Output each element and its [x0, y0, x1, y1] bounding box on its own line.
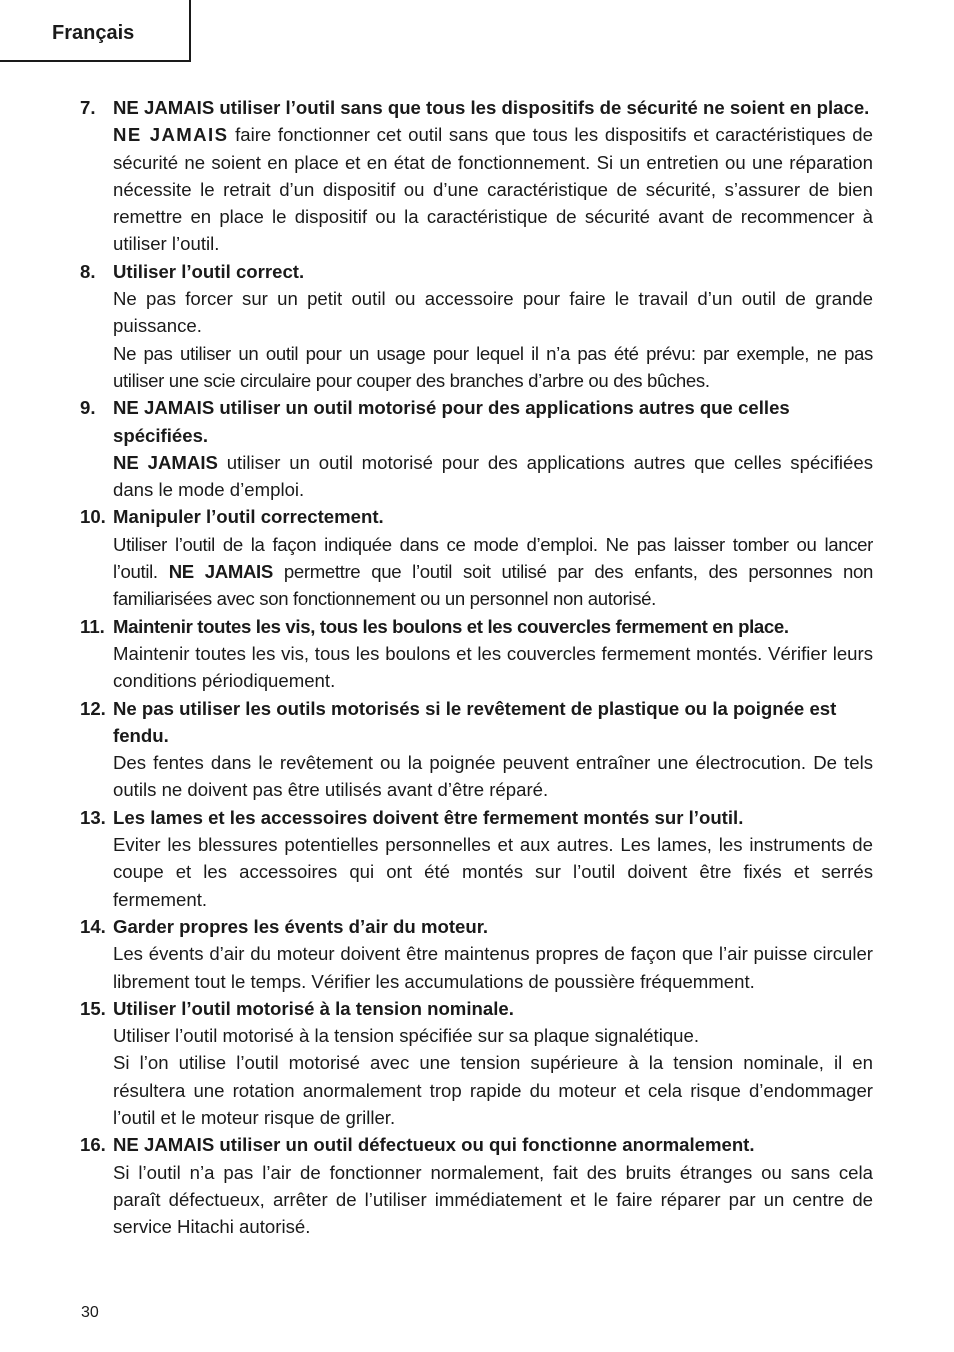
item-number: 14. — [80, 915, 106, 937]
item-heading: NE JAMAIS utiliser un outil défectueux ou qui fonctionne anormalement. — [113, 1134, 755, 1156]
item-number: 13. — [80, 806, 106, 828]
language-label: Français — [52, 22, 135, 44]
paragraph-text: utiliser un outil motorisé pour des applications autres que celles spécifiées dans le mode d’emploi. — [113, 451, 873, 501]
paragraph-text: permettre que l’outil soit utilisé par des enfants, des personnes non familiarisées avec son fonctionnement ou un personnel non autorisé. — [113, 561, 873, 610]
list-item — [80, 913, 873, 995]
item-number: 9. — [80, 397, 96, 419]
item-heading: Maintenir toutes les vis, tous les boulons et les couvercles fermement en place. — [113, 615, 789, 637]
list-item — [80, 258, 873, 394]
list-item — [80, 695, 873, 804]
item-heading: NE JAMAIS utiliser l’outil sans que tous les dispositifs de sécurité ne soient en place. — [113, 97, 870, 118]
item-heading: Utiliser l’outil correct. — [113, 260, 305, 282]
emphasis-text: NE JAMAIS — [168, 561, 273, 583]
item-number: 15. — [80, 997, 106, 1019]
item-paragraph: Utiliser l’outil motorisé à la tension spécifiée sur sa plaque signalétique. — [113, 1025, 700, 1047]
item-heading: Les lames et les accessoires doivent être fermement montés sur l’outil. — [113, 806, 744, 828]
item-heading: Manipuler l’outil correctement. — [113, 506, 384, 528]
list-item — [80, 503, 873, 612]
item-number: 11. — [80, 615, 105, 637]
item-paragraph: Ne pas utiliser un outil pour un usage pour lequel il n’a pas été prévu: par exemple, ne pas utiliser une scie circulaire pour couper des branches d’arbre ou des bûches. — [113, 342, 873, 391]
item-number: 10. — [80, 506, 106, 528]
paragraph-text: Utiliser l’outil de la façon indiquée dans ce mode d’emploi. Ne pas laisser tomber ou lancer l’outil. — [113, 533, 873, 583]
item-paragraph — [113, 531, 873, 613]
item-heading: Ne pas utiliser les outils motorisés si le revêtement de plastique ou la poignée est fendu. — [113, 697, 837, 746]
item-paragraph: Des fentes dans le revêtement ou la poignée peuvent entraîner une électrocution. De tels outils ne doivent pas être utilisés avant d’être réparé. — [113, 752, 873, 801]
emphasis-text: NE JAMAIS — [113, 451, 218, 473]
item-paragraph — [113, 449, 873, 504]
emphasis-text: NE JAMAIS — [113, 124, 229, 146]
item-paragraph: Maintenir toutes les vis, tous les boulons et les couvercles fermement montés. Vérifier leurs conditions périodiquement. — [113, 642, 873, 692]
item-number: 16. — [80, 1134, 106, 1156]
item-paragraph — [113, 121, 873, 257]
item-paragraph: Ne pas forcer sur un petit outil ou accessoire pour faire le travail d’un outil de grande puissance. — [113, 288, 873, 337]
item-number: 12. — [80, 697, 106, 719]
list-item — [80, 94, 873, 258]
list-item — [80, 613, 873, 695]
item-paragraph: Si l’outil n’a pas l’air de fonctionner normalement, fait des bruits étranges ou sans cela paraît défectueux, arrêter de l’utiliser immédiatement et le faire réparer par un centre de service Hitachi autorisé. — [113, 1161, 873, 1238]
paragraph-text: faire fonctionner cet outil sans que tous les dispositifs et caractéristiques de sécurité ne soient en place et en état de fonctionnement. Si un entretien ou une réparation nécessite le retrait d’un dispositif ou d’une caractéristique de sécurité, s’assurer de bien remettre en place le dispositif ou la caractéristique de sécurité avant de recommencer à utiliser l’outil. — [113, 124, 873, 255]
item-heading: NE JAMAIS utiliser un outil motorisé pour des applications autres que celles spécifiées. — [113, 397, 790, 446]
item-number: 7. — [80, 97, 96, 118]
item-number: 8. — [80, 260, 96, 282]
item-paragraph: Si l’on utilise l’outil motorisé avec une tension supérieure à la tension nominale, il en résultera une rotation anormalement trop rapide du moteur et cela risque d’endommager l’outil et le moteur risque de griller. — [113, 1052, 873, 1128]
item-heading: Utiliser l’outil motorisé à la tension nominale. — [113, 997, 514, 1019]
list-item — [80, 804, 873, 913]
item-paragraph: Eviter les blessures potentielles personnelles et aux autres. Les lames, les instruments de coupe et les accessoires qui ont été montés sur l’outil doivent être fixés et serrés fermement. — [113, 834, 873, 910]
page-number: 30 — [81, 1304, 99, 1321]
list-item — [80, 995, 873, 1131]
list-item — [80, 1131, 873, 1240]
language-tab — [0, 0, 191, 62]
list-item — [80, 394, 873, 503]
safety-instructions-list — [80, 94, 873, 1240]
item-heading: Garder propres les évents d’air du moteur. — [113, 915, 489, 937]
item-paragraph: Les évents d’air du moteur doivent être maintenus propres de façon que l’air puisse circuler librement tout le temps. Vérifier les accumulations de poussière fréquemment. — [113, 943, 873, 992]
